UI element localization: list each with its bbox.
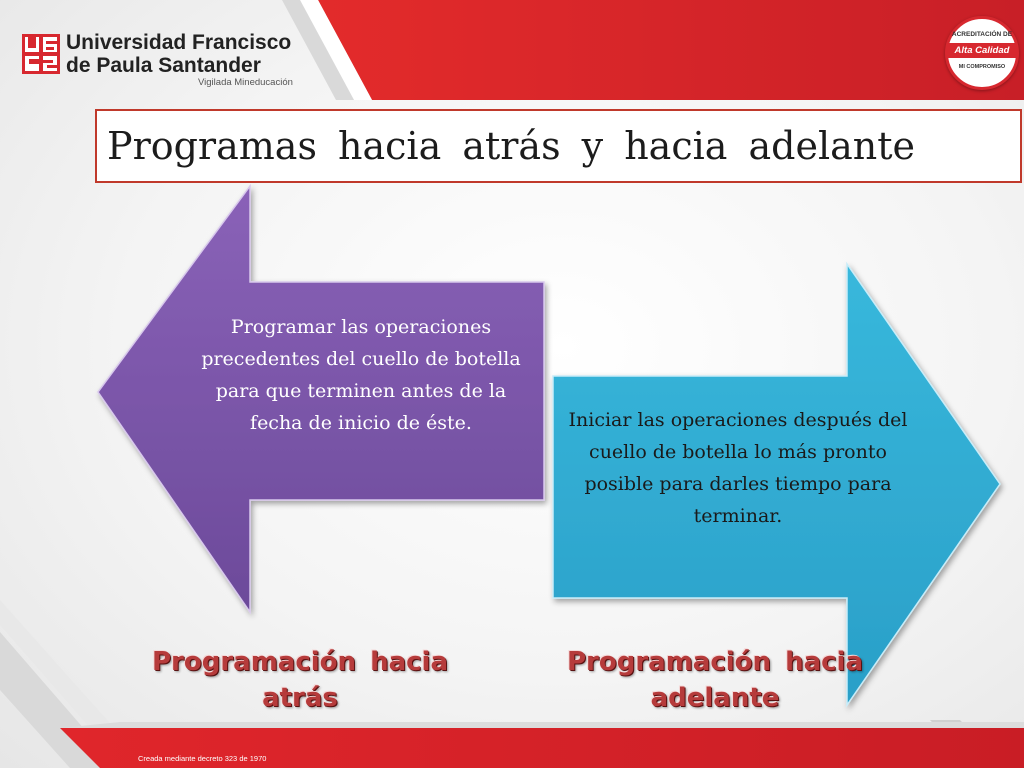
forward-scheduling-caption: Programación hacia adelante: [566, 647, 864, 713]
slide-title: Programas hacia atrás y hacia adelante: [107, 124, 916, 168]
right-arrow-text: Iniciar las operaciones después del cuello de botella lo más pronto posible para darles tiempo para terminar.: [568, 409, 908, 527]
seal-top-text: ACREDITACIÓN DE: [951, 31, 1013, 38]
university-name-line1: Universidad Francisco: [66, 31, 292, 54]
left-arrow-text: Programar las operaciones precedentes del cuello de botella para que terminen antes de la fecha de inicio de éste.: [201, 316, 521, 434]
seal-bottom-text: MI COMPROMISO: [958, 64, 1006, 70]
seal-middle-text: Alta Calidad: [948, 43, 1016, 58]
footer-decree-text: Creada mediante decreto 323 de 1970: [138, 754, 267, 763]
university-name-line2: de Paula Santander: [66, 54, 261, 77]
vigilada-label: Vigilada Mineducación: [198, 77, 293, 88]
backward-scheduling-caption: Programación hacia atrás: [151, 647, 449, 713]
